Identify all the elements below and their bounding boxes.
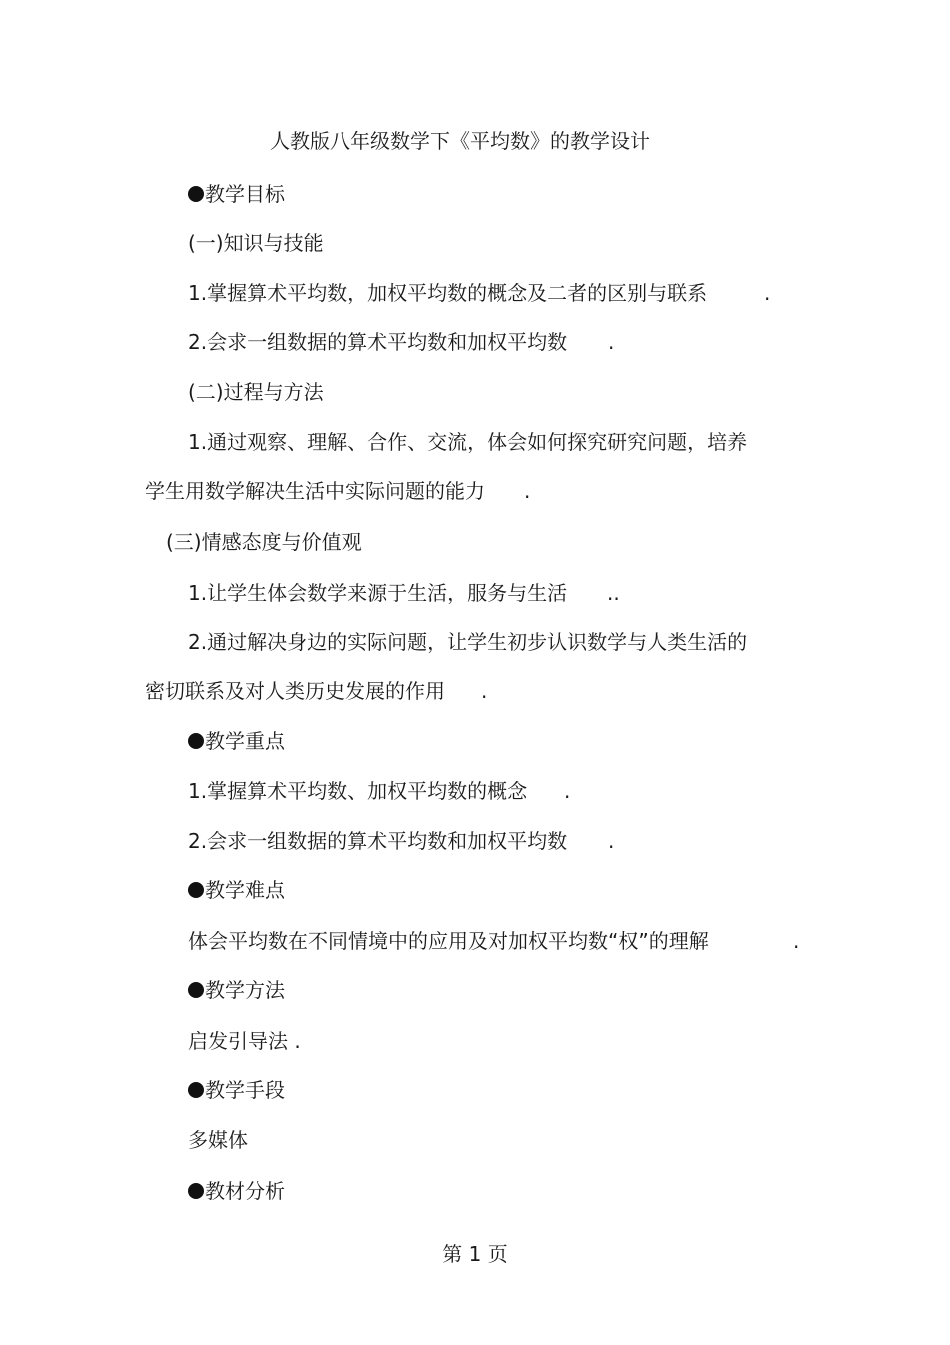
paragraph-emotion-2-end: . (481, 679, 488, 703)
paragraph-process-1b: 学生用数学解决生活中实际问题的能力 (145, 479, 485, 503)
page-number: 第 1 页 (442, 1242, 508, 1266)
paragraph-emotion-1-end: .. (607, 581, 620, 605)
section-heading-objectives: 教学目标 (188, 180, 285, 208)
bullet-icon (188, 982, 204, 998)
paragraph-process-1a: 1.通过观察、理解、合作、交流，体会如何探究研究问题，培养 (188, 430, 748, 454)
bullet-icon (188, 186, 204, 202)
paragraph-knowledge-2: 2.会求一组数据的算术平均数和加权平均数 (188, 330, 568, 354)
paragraph-emotion-2a: 2.通过解决身边的实际问题，让学生初步认识数学与人类生活的 (188, 630, 748, 654)
section-heading-difficulty: 教学难点 (188, 876, 285, 904)
subheading-emotion: (三)情感态度与价值观 (166, 530, 362, 554)
paragraph-means-1: 多媒体 (188, 1128, 248, 1152)
paragraph-difficulty-1-end: . (793, 929, 800, 953)
paragraph-process-1-end: . (524, 479, 531, 503)
paragraph-knowledge-1-end: . (764, 281, 771, 305)
paragraph-key-1-end: . (564, 779, 571, 803)
subheading-knowledge: (一)知识与技能 (188, 231, 324, 255)
section-heading-material: 教材分析 (188, 1177, 285, 1205)
section-heading-method: 教学方法 (188, 976, 285, 1004)
paragraph-knowledge-1: 1.掌握算术平均数，加权平均数的概念及二者的区别与联系 (188, 281, 708, 305)
paragraph-emotion-1: 1.让学生体会数学来源于生活，服务与生活 (188, 581, 568, 605)
paragraph-method-1: 启发引导法 . (188, 1029, 301, 1053)
bullet-icon (188, 1082, 204, 1098)
bullet-icon (188, 733, 204, 749)
paragraph-key-2-end: . (608, 829, 615, 853)
document-title: 人教版八年级数学下《平均数》的教学设计 (270, 129, 650, 153)
paragraph-difficulty-1: 体会平均数在不同情境中的应用及对加权平均数“权”的理解 (188, 929, 709, 953)
section-heading-key-points: 教学重点 (188, 727, 285, 755)
paragraph-knowledge-2-end: . (608, 330, 615, 354)
section-heading-means: 教学手段 (188, 1076, 285, 1104)
paragraph-key-2: 2.会求一组数据的算术平均数和加权平均数 (188, 829, 568, 853)
subheading-process: (二)过程与方法 (188, 380, 324, 404)
paragraph-emotion-2b: 密切联系及对人类历史发展的作用 (145, 679, 445, 703)
bullet-icon (188, 1183, 204, 1199)
bullet-icon (188, 882, 204, 898)
paragraph-key-1: 1.掌握算术平均数、加权平均数的概念 (188, 779, 528, 803)
